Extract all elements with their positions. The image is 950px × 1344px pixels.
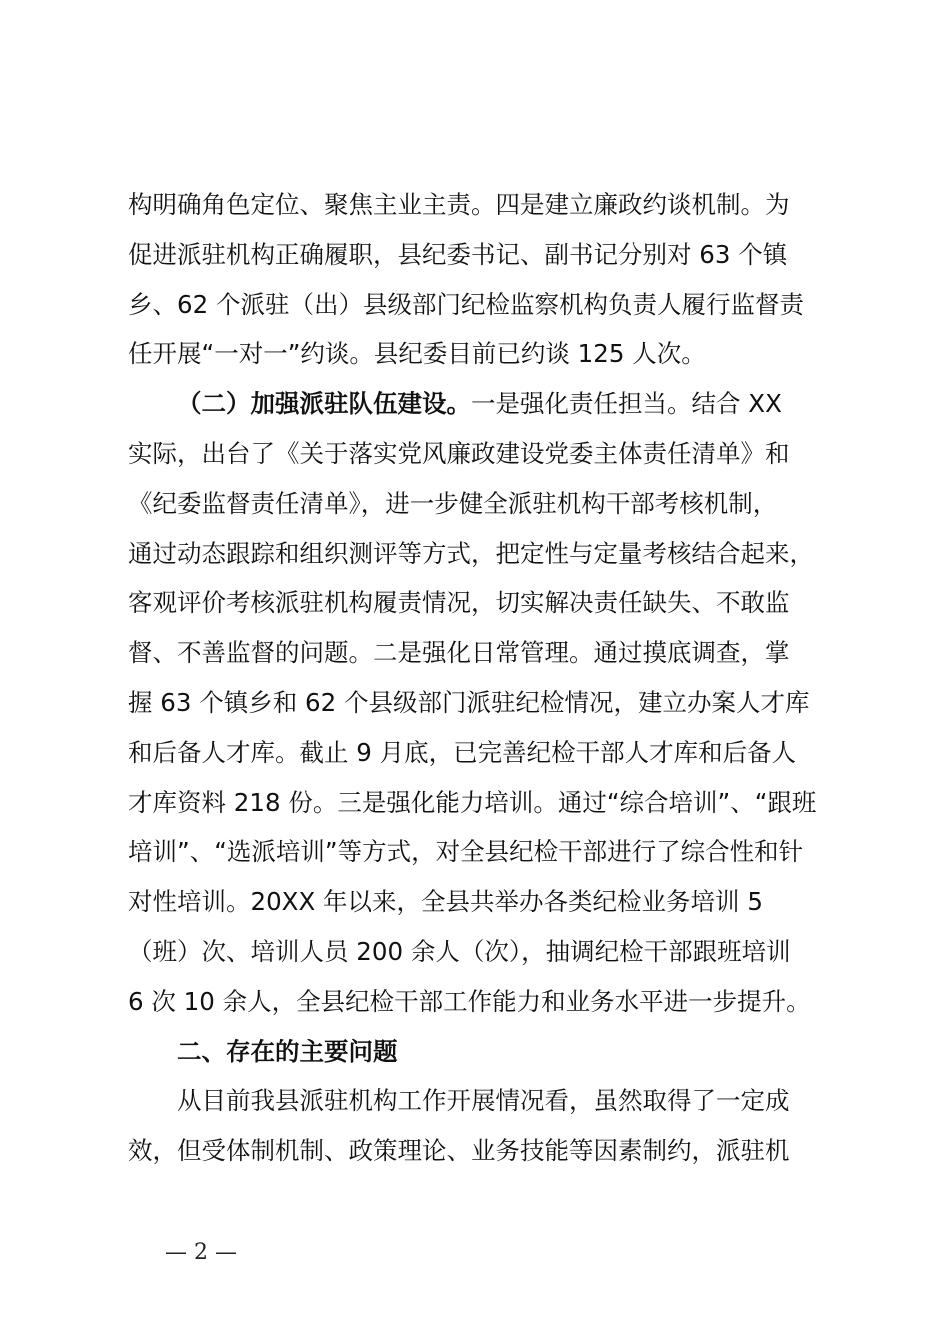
line-text: 构明确角色定位、聚焦主业主责。四是建立廉政约谈机制。为	[128, 190, 790, 219]
text-line	[128, 1076, 848, 1126]
text-line	[128, 1126, 848, 1176]
text-line	[128, 429, 848, 479]
text-line	[128, 877, 848, 927]
line-text: 实际，出台了《关于落实党风廉政建设党委主体责任清单》和	[128, 438, 790, 468]
line-text: 督、不善监督的问题。二是强化日常管理。通过摸底调查，掌	[128, 638, 790, 668]
text-line	[128, 280, 848, 330]
line-text: 通过动态跟踪和组织测评等方式，把定性与定量考核结合起来，	[128, 538, 814, 568]
line-text: 培训”、“选派培训”等方式，对全县纪检干部进行了综合性和针	[128, 837, 804, 867]
subsection-heading: （二）加强派驻队伍建设。	[177, 389, 471, 419]
line-text: 效，但受体制机制、政策理论、业务技能等因素制约，派驻机	[128, 1136, 790, 1166]
line-text: 对性培训。20XX 年以来，全县共举办各类纪检业务培训 5	[128, 887, 763, 917]
body-text	[128, 180, 848, 1176]
text-line	[128, 927, 848, 977]
line-text: 乡、62 个派驻（出）县级部门纪检监察机构负责人履行监督责	[128, 289, 804, 319]
text-line	[128, 230, 848, 280]
text-line	[128, 678, 848, 728]
line-text: 《纪委监督责任清单》，进一步健全派驻机构干部考核机制，	[128, 488, 778, 518]
text-line	[128, 180, 848, 230]
line-text: 任开展“一对一”约谈。县纪委目前已约谈 125 人次。	[128, 339, 706, 369]
line-text: 握 63 个镇乡和 62 个县级部门派驻纪检情况，建立办案人才库	[128, 687, 810, 717]
line-text: 一是强化责任担当。结合 XX	[471, 389, 782, 419]
text-line	[128, 1027, 848, 1077]
text-line	[128, 728, 848, 778]
text-line	[128, 977, 848, 1027]
line-text: 6 次 10 余人，全县纪检干部工作能力和业务水平进一步提升。	[128, 986, 811, 1016]
line-text: 和后备人才库。截止 9 月底，已完善纪检干部人才库和后备人	[128, 737, 797, 767]
line-text: 从目前我县派驻机构工作开展情况看，虽然取得了一定成	[177, 1086, 790, 1116]
line-text: 才库资料 218 份。三是强化能力培训。通过“综合培训”、“跟班	[128, 787, 817, 817]
text-line	[128, 827, 848, 877]
section-heading: 二、存在的主要问题	[177, 1036, 398, 1066]
text-line	[128, 778, 848, 828]
page-number: — 2 —	[165, 1240, 237, 1265]
text-line	[128, 529, 848, 579]
text-line	[128, 578, 848, 628]
line-text: （班）次、培训人员 200 余人（次），抽调纪检干部跟班培训	[128, 936, 791, 966]
line-text: 客观评价考核派驻机构履责情况，切实解决责任缺失、不敢监	[128, 588, 790, 618]
text-line	[128, 628, 848, 678]
text-line	[128, 379, 848, 429]
text-line	[128, 479, 848, 529]
text-line	[128, 329, 848, 379]
line-text: 促进派驻机构正确履职，县纪委书记、副书记分别对 63 个镇	[128, 239, 788, 269]
